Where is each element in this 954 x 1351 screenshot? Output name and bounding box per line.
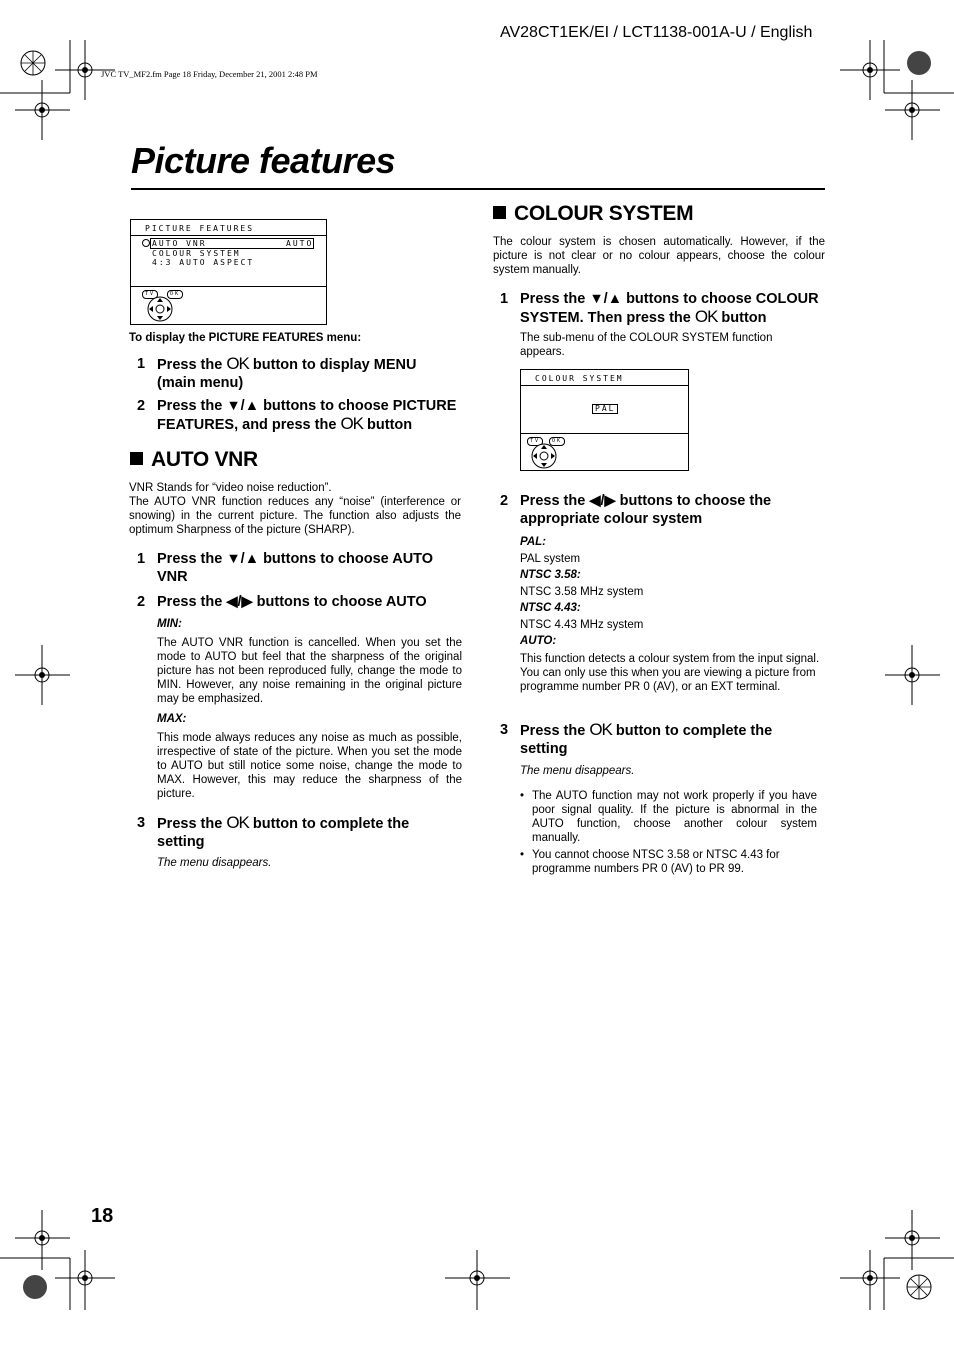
selector-icon xyxy=(142,239,150,247)
ok-button-glyph: OK xyxy=(694,307,718,326)
min-description: The AUTO VNR function is cancelled. When you set the mode to AUTO but feel that the sharpness of the original picture has not been reproduced fully, change the mode to MIN. However, any noise remaining in the original picture may be emphasized. xyxy=(157,637,462,705)
auto-vnr-heading: AUTO VNR xyxy=(130,448,258,472)
pal-label: PAL: xyxy=(520,536,546,548)
document-code: AV28CT1EK/EI / LCT1138-001A-U / English xyxy=(500,24,813,41)
dpad-icon xyxy=(147,296,173,322)
max-label: MAX: xyxy=(157,713,187,725)
step-2-choose-auto: 2 Press the ◀/▶ buttons to choose AUTO xyxy=(137,594,427,610)
step-1-choose-auto-vnr: 1 Press the ▼/▲ buttons to choose AUTO VNR xyxy=(137,551,434,585)
step-2-choose-picture-features: 2 Press the ▼/▲ buttons to choose PICTURE FEATURES, and press the OK button xyxy=(137,398,457,433)
submenu-title: COLOUR SYSTEM xyxy=(535,374,624,383)
colour-system-intro: The colour system is chosen automatically. However, if the picture is not clear or no colour appears, choose the colour system manually. xyxy=(493,236,825,276)
submenu-value-pal: PAL xyxy=(595,404,616,413)
menu-item-auto-vnr: AUTO VNR xyxy=(152,239,207,248)
note-bullet-2: • You cannot choose NTSC 3.58 or NTSC 4.43 for programme numbers PR 0 (AV) to PR 99. xyxy=(520,849,780,875)
pal-description: PAL system xyxy=(520,553,581,565)
ntsc358-description: NTSC 3.58 MHz system xyxy=(520,586,644,598)
title-rule xyxy=(131,188,825,190)
vnr-description: The AUTO VNR function reduces any “noise” (interference or snowing) in the current picture. The function also adjusts the optimum Sharpness of the picture (SHARP). xyxy=(129,496,461,536)
colour-system-heading: COLOUR SYSTEM xyxy=(493,202,693,226)
section-square-icon xyxy=(130,452,143,465)
page-title: Picture features xyxy=(131,140,396,181)
ok-button-icon: OK xyxy=(549,437,565,446)
menu-disappears-note: The menu disappears. xyxy=(157,857,272,869)
menu-item-colour-system: COLOUR SYSTEM xyxy=(152,249,241,258)
auto-description: This function detects a colour system from the input signal. You can only use this when you are viewing a picture from programme number PR 0 (AV), or an EXT terminal. xyxy=(520,653,820,693)
ok-button-icon: OK xyxy=(167,290,183,299)
note-bullet-1: • The AUTO function may not work properly if you have poor signal quality. If the picture is abnormal in the AUTO function, choose another colour system manually. xyxy=(520,790,817,844)
picture-features-menu-screen xyxy=(130,219,327,325)
menu-item-auto-aspect: 4:3 AUTO ASPECT xyxy=(152,258,255,267)
menu-disappears-note: The menu disappears. xyxy=(520,765,635,777)
ok-button-glyph: OK xyxy=(340,414,363,433)
colour-system-menu-screen xyxy=(520,369,689,471)
step-1-display-menu: 1 Press the OK button to display MENU (main menu) xyxy=(137,354,417,391)
ok-button-glyph: OK xyxy=(589,720,612,739)
tv-button-icon: TV xyxy=(142,290,158,299)
menu-title: PICTURE FEATURES xyxy=(145,224,255,233)
step-3-complete-setting: 3 Press the OK button to complete the setting xyxy=(137,813,410,850)
ntsc443-label: NTSC 4.43: xyxy=(520,602,581,614)
page-number: 18 xyxy=(91,1205,114,1227)
ok-button-glyph: OK xyxy=(226,813,249,832)
ntsc358-label: NTSC 3.58: xyxy=(520,569,581,581)
ok-button-glyph: OK xyxy=(226,354,249,373)
display-menu-heading: To display the PICTURE FEATURES menu: xyxy=(129,332,362,344)
submenu-appears-note: The sub-menu of the COLOUR SYSTEM function appears. xyxy=(520,332,773,358)
max-description: This mode always reduces any noise as much as possible, irrespective of state of the picture. When you set the mode to AUTO but still notice some noise, change the mode to MAX. However, this may reduce the sharpness of the picture. xyxy=(157,732,462,800)
dpad-icon xyxy=(531,443,557,469)
auto-label: AUTO: xyxy=(520,635,557,647)
ntsc443-description: NTSC 4.43 MHz system xyxy=(520,619,644,631)
step-2-choose-colour-system: 2 Press the ◀/▶ buttons to choose the appropriate colour system xyxy=(500,493,772,527)
step-1-choose-colour-system: 1 Press the ▼/▲ buttons to choose COLOUR SYSTEM. Then press the OK button xyxy=(500,291,819,326)
file-info-line: JVC TV_MF2.fm Page 18 Friday, December 21, 2001 2:48 PM xyxy=(101,69,318,79)
section-square-icon xyxy=(493,206,506,219)
min-label: MIN: xyxy=(157,618,182,630)
step-3-complete-colour-setting: 3 Press the OK button to complete the setting xyxy=(500,720,773,757)
tv-button-icon: TV xyxy=(527,437,543,446)
menu-item-auto-vnr-value: AUTO xyxy=(286,239,314,248)
vnr-definition: VNR Stands for “video noise reduction”. xyxy=(129,482,332,494)
